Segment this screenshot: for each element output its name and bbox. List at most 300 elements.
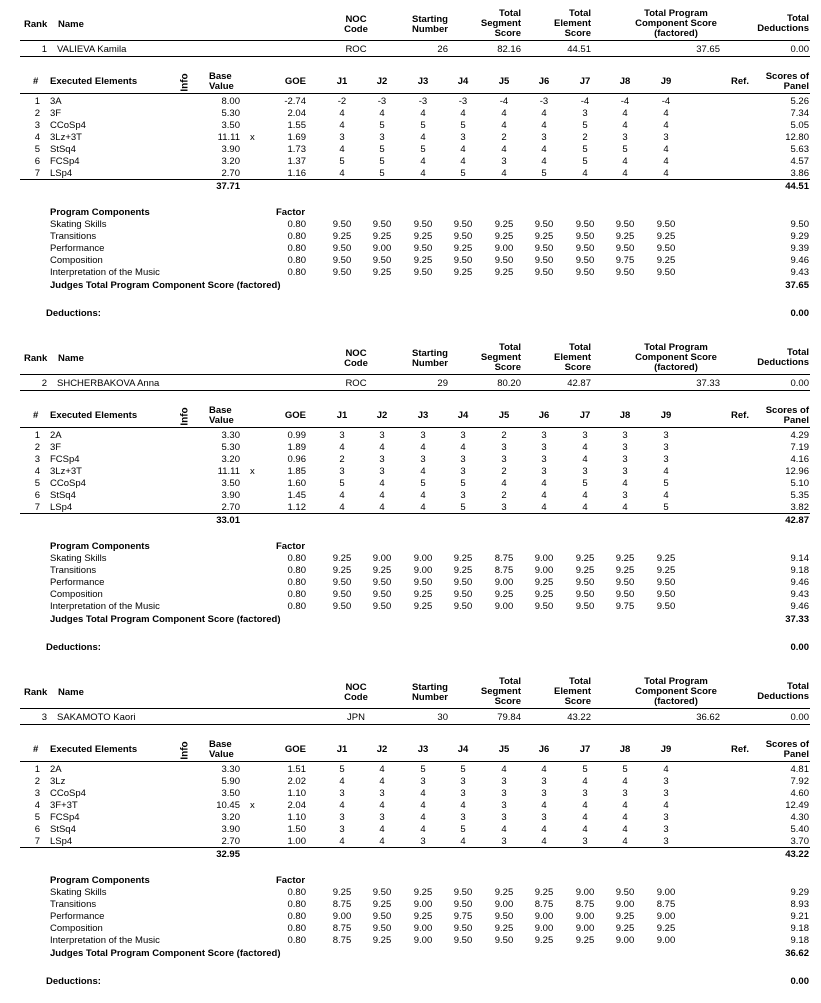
judge-mark: 3 bbox=[339, 812, 345, 823]
judge-mark: 3 bbox=[622, 442, 628, 453]
judge-mark: 4 bbox=[663, 764, 669, 775]
pcs-value: 37.65 bbox=[696, 44, 720, 55]
element-number: 5 bbox=[34, 812, 40, 823]
base-value-total: 32.95 bbox=[216, 849, 240, 860]
element-goe: 1.60 bbox=[287, 478, 306, 489]
component-judge-mark: 9.25 bbox=[615, 231, 635, 242]
component-judge-mark: 9.25 bbox=[615, 565, 635, 576]
factor-header: Factor bbox=[276, 541, 306, 552]
component-judge-mark: 9.25 bbox=[332, 565, 352, 576]
component-score: 9.18 bbox=[790, 935, 809, 946]
element-name: 3F+3T bbox=[50, 800, 78, 811]
judge-mark: 4 bbox=[460, 836, 466, 847]
component-judge-mark: 9.50 bbox=[372, 911, 392, 922]
base-header-2: Value bbox=[209, 749, 234, 760]
component-judge-mark: 9.25 bbox=[494, 887, 514, 898]
judge-mark: 4 bbox=[622, 812, 628, 823]
component-judge-mark: 9.50 bbox=[534, 243, 554, 254]
element-base: 10.45 bbox=[216, 800, 240, 811]
num-header: # bbox=[33, 744, 39, 755]
judge-mark: 4 bbox=[541, 502, 547, 513]
judge-mark: 5 bbox=[582, 120, 588, 131]
ded-header-2: Deductions bbox=[757, 23, 809, 34]
pcs-total: 37.33 bbox=[785, 614, 809, 625]
element-score: 3.86 bbox=[790, 168, 809, 179]
component-judge-mark: 9.75 bbox=[615, 601, 635, 612]
rank-header: Rank bbox=[24, 353, 48, 364]
component-score: 9.18 bbox=[790, 565, 809, 576]
rank-value: 2 bbox=[41, 378, 47, 389]
judge-mark: 5 bbox=[460, 824, 466, 835]
start-value: 30 bbox=[437, 712, 448, 723]
ref-header: Ref. bbox=[731, 76, 749, 87]
component-name: Composition bbox=[50, 589, 103, 600]
component-judge-mark: 9.00 bbox=[413, 935, 433, 946]
judge-mark: 4 bbox=[339, 144, 345, 155]
judge-mark: 4 bbox=[379, 824, 385, 835]
ded-header-1: Total bbox=[787, 13, 809, 24]
start-header-1: Starting bbox=[412, 14, 448, 25]
judge-mark: 4 bbox=[339, 168, 345, 179]
element-name: 3F bbox=[50, 108, 62, 119]
components-title: Program Components bbox=[50, 207, 150, 218]
tes-total: 44.51 bbox=[785, 181, 809, 192]
ded-header-1: Total bbox=[787, 347, 809, 358]
component-judge-mark: 9.00 bbox=[534, 923, 554, 934]
component-judge-mark: 9.50 bbox=[413, 577, 433, 588]
element-name: 2A bbox=[50, 764, 62, 775]
judge-mark: 4 bbox=[582, 776, 588, 787]
start-header-2: Number bbox=[412, 692, 448, 703]
element-base: 3.90 bbox=[221, 824, 240, 835]
component-judge-mark: 9.50 bbox=[494, 911, 514, 922]
judge-mark: 5 bbox=[460, 168, 466, 179]
noc-header-2: Code bbox=[344, 692, 368, 703]
component-judge-mark: 9.50 bbox=[332, 243, 352, 254]
judge-mark: 4 bbox=[541, 764, 547, 775]
component-judge-mark: 9.00 bbox=[372, 553, 392, 564]
judge-mark: 4 bbox=[339, 490, 345, 501]
judge-mark: 3 bbox=[622, 430, 628, 441]
component-judge-mark: 9.00 bbox=[372, 243, 392, 254]
tes-header-3: Score bbox=[564, 362, 591, 373]
component-judge-mark: 9.50 bbox=[332, 255, 352, 266]
judge-mark: 4 bbox=[420, 156, 426, 167]
judge-header-6: J6 bbox=[538, 744, 550, 755]
element-score: 4.57 bbox=[790, 156, 809, 167]
judge-header-7: J7 bbox=[579, 410, 591, 421]
component-judge-mark: 9.50 bbox=[615, 267, 635, 278]
judge-mark: 4 bbox=[622, 836, 628, 847]
judge-header-5: J5 bbox=[498, 410, 510, 421]
name-header: Name bbox=[58, 19, 84, 30]
component-name: Performance bbox=[50, 243, 105, 254]
judge-mark: 4 bbox=[663, 490, 669, 501]
component-score: 9.21 bbox=[790, 911, 809, 922]
component-judge-mark: 9.00 bbox=[494, 899, 514, 910]
component-name: Performance bbox=[50, 577, 105, 588]
start-header-1: Starting bbox=[412, 682, 448, 693]
element-name: CCoSp4 bbox=[50, 120, 86, 131]
judge-mark: 4 bbox=[420, 788, 426, 799]
factor-header: Factor bbox=[276, 875, 306, 886]
element-name: 3Lz+3T bbox=[50, 466, 82, 477]
component-judge-mark: 9.00 bbox=[413, 565, 433, 576]
judge-mark: 4 bbox=[420, 490, 426, 501]
judge-mark: 4 bbox=[622, 108, 628, 119]
panel-header-1: Scores of bbox=[765, 405, 809, 416]
component-judge-mark: 9.50 bbox=[656, 589, 676, 600]
judge-mark: 3 bbox=[663, 776, 669, 787]
element-score: 5.63 bbox=[790, 144, 809, 155]
judge-mark: 5 bbox=[663, 502, 669, 513]
judge-mark: 4 bbox=[622, 800, 628, 811]
judge-mark: 4 bbox=[501, 168, 507, 179]
component-factor: 0.80 bbox=[287, 589, 306, 600]
element-base: 3.20 bbox=[221, 156, 240, 167]
element-name: 3Lz+3T bbox=[50, 132, 82, 143]
component-judge-mark: 9.50 bbox=[534, 601, 554, 612]
component-judge-mark: 9.25 bbox=[656, 553, 676, 564]
pcs-value: 36.62 bbox=[696, 712, 720, 723]
judge-mark: 3 bbox=[420, 454, 426, 465]
name-header: Name bbox=[58, 687, 84, 698]
component-judge-mark: 8.75 bbox=[494, 565, 514, 576]
judge-mark: 3 bbox=[379, 466, 385, 477]
judge-mark: 4 bbox=[501, 478, 507, 489]
component-factor: 0.80 bbox=[287, 219, 306, 230]
element-goe: 1.55 bbox=[287, 120, 306, 131]
base-header-1: Base bbox=[209, 71, 232, 82]
component-judge-mark: 9.25 bbox=[534, 231, 554, 242]
judge-mark: 3 bbox=[460, 776, 466, 787]
divider bbox=[20, 56, 810, 57]
judge-mark: 3 bbox=[541, 442, 547, 453]
component-name: Transitions bbox=[50, 565, 97, 576]
pcs-header-2: Component Score bbox=[635, 686, 717, 697]
component-factor: 0.80 bbox=[287, 243, 306, 254]
divider bbox=[20, 427, 810, 428]
component-judge-mark: 9.75 bbox=[453, 911, 473, 922]
divider bbox=[20, 390, 810, 391]
judge-mark: 5 bbox=[379, 156, 385, 167]
judge-mark: -3 bbox=[458, 96, 468, 107]
judge-mark: 3 bbox=[460, 132, 466, 143]
element-name: 2A bbox=[50, 430, 62, 441]
element-number: 7 bbox=[34, 836, 40, 847]
element-goe: 1.10 bbox=[287, 812, 306, 823]
component-score: 9.43 bbox=[790, 589, 809, 600]
element-score: 5.35 bbox=[790, 490, 809, 501]
element-number: 3 bbox=[34, 788, 40, 799]
judge-mark: 3 bbox=[460, 454, 466, 465]
component-judge-mark: 8.75 bbox=[332, 899, 352, 910]
base-header-2: Value bbox=[209, 415, 234, 426]
deductions-label: Deductions: bbox=[46, 642, 101, 653]
component-judge-mark: 9.50 bbox=[494, 255, 514, 266]
component-judge-mark: 9.50 bbox=[656, 601, 676, 612]
element-number: 6 bbox=[34, 490, 40, 501]
judge-mark: 5 bbox=[420, 144, 426, 155]
component-judge-mark: 9.50 bbox=[615, 577, 635, 588]
judge-header-4: J4 bbox=[457, 76, 469, 87]
elements-header: Executed Elements bbox=[50, 744, 138, 755]
component-judge-mark: 9.25 bbox=[372, 899, 392, 910]
judge-mark: 4 bbox=[339, 108, 345, 119]
component-factor: 0.80 bbox=[287, 231, 306, 242]
ded-header-2: Deductions bbox=[757, 691, 809, 702]
component-judge-mark: 9.25 bbox=[372, 231, 392, 242]
judge-mark: 5 bbox=[379, 168, 385, 179]
element-goe: 1.51 bbox=[287, 764, 306, 775]
component-judge-mark: 9.50 bbox=[615, 589, 635, 600]
judge-mark: 3 bbox=[460, 490, 466, 501]
component-name: Skating Skills bbox=[50, 553, 107, 564]
judge-mark: 3 bbox=[460, 466, 466, 477]
deductions-label: Deductions: bbox=[46, 308, 101, 319]
component-judge-mark: 9.25 bbox=[534, 589, 554, 600]
ded-header-2: Deductions bbox=[757, 357, 809, 368]
tes-total: 43.22 bbox=[785, 849, 809, 860]
component-judge-mark: 9.50 bbox=[453, 231, 473, 242]
element-base: 2.70 bbox=[221, 502, 240, 513]
pcs-total: 37.65 bbox=[785, 280, 809, 291]
component-judge-mark: 9.75 bbox=[615, 255, 635, 266]
component-judge-mark: 9.50 bbox=[413, 243, 433, 254]
component-judge-mark: 9.25 bbox=[615, 923, 635, 934]
component-score: 9.29 bbox=[790, 887, 809, 898]
judge-mark: 3 bbox=[379, 132, 385, 143]
deductions-label: Deductions: bbox=[46, 976, 101, 987]
judge-mark: 3 bbox=[460, 788, 466, 799]
judge-mark: 4 bbox=[379, 764, 385, 775]
judge-mark: 4 bbox=[501, 144, 507, 155]
judge-mark: 4 bbox=[501, 824, 507, 835]
skater-name: SHCHERBAKOVA Anna bbox=[57, 378, 160, 389]
element-name: FCSp4 bbox=[50, 812, 80, 823]
component-judge-mark: 9.50 bbox=[575, 589, 595, 600]
factor-header: Factor bbox=[276, 207, 306, 218]
component-judge-mark: 9.50 bbox=[372, 887, 392, 898]
judge-mark: 3 bbox=[663, 788, 669, 799]
component-factor: 0.80 bbox=[287, 267, 306, 278]
element-goe: 1.12 bbox=[287, 502, 306, 513]
judge-mark: 4 bbox=[582, 168, 588, 179]
component-judge-mark: 9.50 bbox=[453, 255, 473, 266]
judge-mark: 4 bbox=[663, 156, 669, 167]
judge-mark: 4 bbox=[379, 478, 385, 489]
judge-mark: 3 bbox=[663, 132, 669, 143]
noc-header-1: NOC bbox=[345, 348, 367, 359]
component-judge-mark: 8.75 bbox=[656, 899, 676, 910]
tss-header-2: Segment bbox=[480, 352, 521, 363]
judge-header-3: J3 bbox=[417, 76, 429, 87]
divider bbox=[20, 724, 810, 725]
judge-mark: 5 bbox=[622, 144, 628, 155]
component-judge-mark: 9.25 bbox=[494, 267, 514, 278]
judge-header-9: J9 bbox=[660, 410, 672, 421]
ded-value: 0.00 bbox=[790, 378, 809, 389]
judge-mark: 4 bbox=[379, 776, 385, 787]
component-judge-mark: 9.50 bbox=[372, 923, 392, 934]
judge-mark: 4 bbox=[501, 108, 507, 119]
goe-header: GOE bbox=[284, 76, 306, 87]
component-judge-mark: 8.75 bbox=[494, 553, 514, 564]
component-factor: 0.80 bbox=[287, 601, 306, 612]
component-judge-mark: 9.50 bbox=[575, 267, 595, 278]
noc-value: JPN bbox=[347, 712, 365, 723]
judge-mark: 5 bbox=[339, 764, 345, 775]
divider bbox=[20, 513, 810, 514]
judge-mark: 3 bbox=[622, 466, 628, 477]
component-judge-mark: 9.50 bbox=[332, 577, 352, 588]
judge-mark: 3 bbox=[501, 502, 507, 513]
element-base: 3.30 bbox=[221, 430, 240, 441]
component-judge-mark: 9.25 bbox=[413, 887, 433, 898]
judge-mark: 4 bbox=[420, 812, 426, 823]
component-judge-mark: 9.50 bbox=[656, 219, 676, 230]
pcs-total: 36.62 bbox=[785, 948, 809, 959]
component-judge-mark: 9.00 bbox=[656, 911, 676, 922]
judge-mark: 4 bbox=[541, 800, 547, 811]
component-name: Transitions bbox=[50, 899, 97, 910]
element-goe: 1.73 bbox=[287, 144, 306, 155]
judge-mark: 3 bbox=[501, 812, 507, 823]
element-score: 4.16 bbox=[790, 454, 809, 465]
component-name: Skating Skills bbox=[50, 887, 107, 898]
component-judge-mark: 9.00 bbox=[534, 553, 554, 564]
component-score: 9.46 bbox=[790, 601, 809, 612]
tss-header-3: Score bbox=[494, 362, 521, 373]
judge-mark: 2 bbox=[582, 132, 588, 143]
divider bbox=[20, 179, 810, 180]
element-score: 12.80 bbox=[785, 132, 809, 143]
component-judge-mark: 8.75 bbox=[534, 899, 554, 910]
component-judge-mark: 9.00 bbox=[413, 899, 433, 910]
component-judge-mark: 9.50 bbox=[332, 601, 352, 612]
component-judge-mark: 9.50 bbox=[453, 887, 473, 898]
judge-mark: 5 bbox=[541, 168, 547, 179]
judge-mark: 4 bbox=[622, 824, 628, 835]
panel-header-2: Panel bbox=[783, 749, 809, 760]
judge-header-5: J5 bbox=[498, 76, 510, 87]
judge-mark: 3 bbox=[663, 824, 669, 835]
judge-mark: 4 bbox=[339, 836, 345, 847]
judge-mark: 3 bbox=[501, 836, 507, 847]
tss-header-1: Total bbox=[499, 8, 521, 19]
element-number: 2 bbox=[34, 442, 40, 453]
judge-mark: 3 bbox=[663, 812, 669, 823]
base-value-total: 33.01 bbox=[216, 515, 240, 526]
element-goe: 1.50 bbox=[287, 824, 306, 835]
name-header: Name bbox=[58, 353, 84, 364]
component-judge-mark: 9.00 bbox=[332, 911, 352, 922]
component-judge-mark: 9.25 bbox=[372, 565, 392, 576]
judge-mark: -3 bbox=[539, 96, 549, 107]
ref-header: Ref. bbox=[731, 744, 749, 755]
judge-header-8: J8 bbox=[619, 410, 631, 421]
judge-mark: 3 bbox=[420, 430, 426, 441]
judge-mark: 4 bbox=[541, 144, 547, 155]
component-name: Interpretation of the Music bbox=[50, 601, 160, 612]
component-score: 8.93 bbox=[790, 899, 809, 910]
component-judge-mark: 9.50 bbox=[372, 601, 392, 612]
component-score: 9.50 bbox=[790, 219, 809, 230]
component-judge-mark: 9.00 bbox=[615, 899, 635, 910]
judge-mark: 5 bbox=[339, 478, 345, 489]
element-base: 2.70 bbox=[221, 836, 240, 847]
component-factor: 0.80 bbox=[287, 577, 306, 588]
component-judge-mark: 9.25 bbox=[534, 887, 554, 898]
component-judge-mark: 9.25 bbox=[494, 589, 514, 600]
component-name: Interpretation of the Music bbox=[50, 935, 160, 946]
judge-mark: 4 bbox=[663, 466, 669, 477]
judge-header-9: J9 bbox=[660, 76, 672, 87]
start-value: 29 bbox=[437, 378, 448, 389]
base-header-1: Base bbox=[209, 739, 232, 750]
judge-mark: -4 bbox=[499, 96, 509, 107]
element-name: LSp4 bbox=[50, 168, 73, 179]
element-number: 7 bbox=[34, 168, 40, 179]
component-judge-mark: 9.25 bbox=[453, 565, 473, 576]
judge-mark: 4 bbox=[460, 156, 466, 167]
judge-mark: 4 bbox=[379, 502, 385, 513]
component-score: 9.43 bbox=[790, 267, 809, 278]
element-base: 3.50 bbox=[221, 788, 240, 799]
tes-header-1: Total bbox=[569, 8, 591, 19]
tes-value: 42.87 bbox=[567, 378, 591, 389]
element-score: 12.96 bbox=[785, 466, 809, 477]
deductions-value: 0.00 bbox=[790, 308, 809, 319]
judge-mark: 3 bbox=[501, 800, 507, 811]
judge-mark: -4 bbox=[620, 96, 630, 107]
component-name: Skating Skills bbox=[50, 219, 107, 230]
element-name: FCSp4 bbox=[50, 156, 80, 167]
judge-mark: 4 bbox=[420, 502, 426, 513]
tss-header-3: Score bbox=[494, 696, 521, 707]
component-judge-mark: 9.50 bbox=[615, 887, 635, 898]
ded-header-1: Total bbox=[787, 681, 809, 692]
judge-mark: -4 bbox=[661, 96, 671, 107]
judge-mark: 4 bbox=[339, 502, 345, 513]
components-title: Program Components bbox=[50, 875, 150, 886]
component-judge-mark: 9.25 bbox=[575, 553, 595, 564]
element-number: 4 bbox=[34, 132, 40, 143]
panel-header-2: Panel bbox=[783, 81, 809, 92]
judge-header-4: J4 bbox=[457, 744, 469, 755]
judge-mark: 4 bbox=[460, 108, 466, 119]
skater-name: SAKAMOTO Kaori bbox=[57, 712, 136, 723]
judge-mark: 3 bbox=[663, 454, 669, 465]
judge-header-2: J2 bbox=[376, 76, 388, 87]
element-base: 5.30 bbox=[221, 108, 240, 119]
component-judge-mark: 9.50 bbox=[372, 577, 392, 588]
component-judge-mark: 9.50 bbox=[453, 935, 473, 946]
component-judge-mark: 9.25 bbox=[413, 231, 433, 242]
element-base: 3.30 bbox=[221, 764, 240, 775]
pcs-header-1: Total Program bbox=[644, 342, 708, 353]
tss-header-1: Total bbox=[499, 676, 521, 687]
component-judge-mark: 9.50 bbox=[453, 589, 473, 600]
component-judge-mark: 9.00 bbox=[575, 911, 595, 922]
element-number: 1 bbox=[34, 96, 40, 107]
element-number: 2 bbox=[34, 776, 40, 787]
component-judge-mark: 9.25 bbox=[332, 231, 352, 242]
divider bbox=[20, 40, 810, 41]
tss-header-1: Total bbox=[499, 342, 521, 353]
component-judge-mark: 9.50 bbox=[575, 601, 595, 612]
element-number: 2 bbox=[34, 108, 40, 119]
